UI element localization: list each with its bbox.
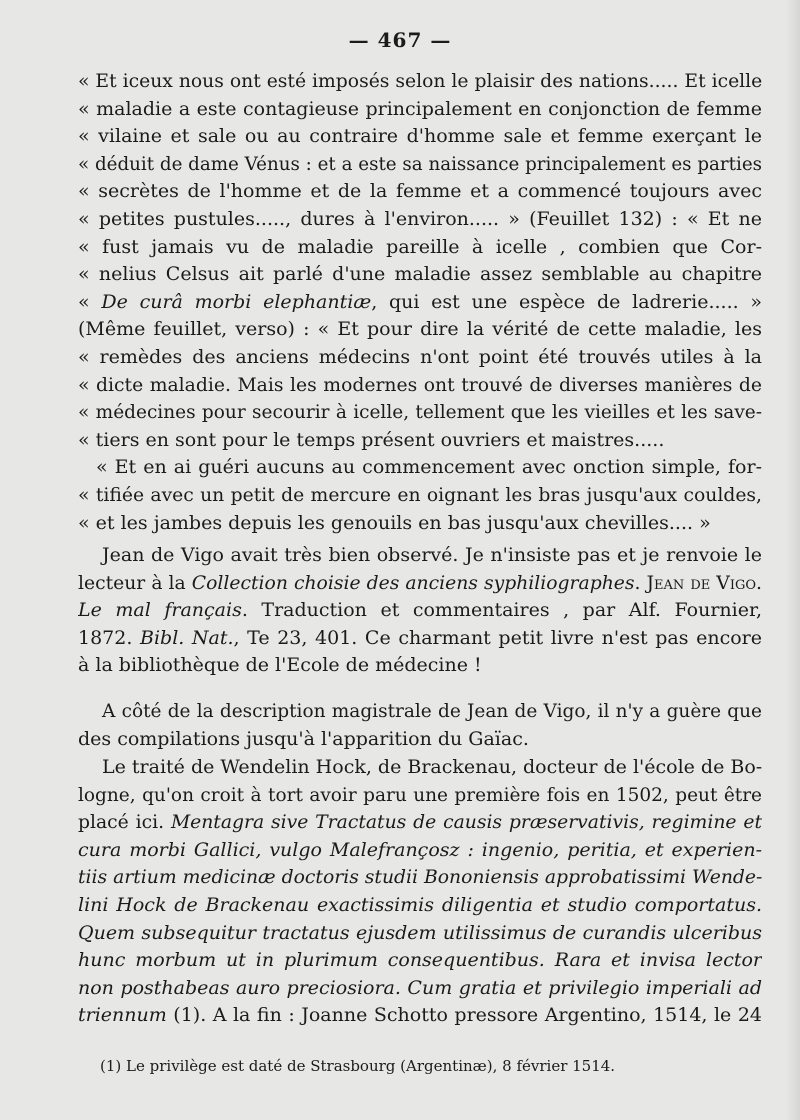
text-line: « et les jambes depuis les genouils en bas jusqu'aux chevilles.... » xyxy=(78,511,711,534)
text-line: des compilations jusqu'à l'apparition du Gaïac. xyxy=(78,727,529,750)
text-line: cura morbi Gallici, vulgo Malefrançosz : ingenio, peritia, et experien- xyxy=(78,838,762,861)
paragraph-wendelin-hock xyxy=(78,754,762,1030)
text-line: tiis artium medicinæ doctoris studii Bononiensis approbatissimi Wende- xyxy=(78,867,762,889)
text-line: « remèdes des anciens médecins n'ont point été trouvés utiles à la xyxy=(78,345,762,368)
text-line: « De curâ morbi elephantiæ, qui est une espèce de ladrerie..... » xyxy=(78,290,762,313)
page-number: — 467 — xyxy=(348,28,452,52)
text-line: logne, qu'on croit à tort avoir paru une première fois en 1502, peut être xyxy=(78,784,762,806)
text-line: « tiers en sont pour le temps présent ouvriers et maistres..... xyxy=(78,428,665,451)
paragraph-jean-de-vigo xyxy=(78,542,762,680)
text-line: (Même feuillet, verso) : « Et pour dire la vérité de cette maladie, les xyxy=(78,318,762,341)
text-line: lecteur à la Collection choisie des anciens syphiliographes. Jean de Vigo. xyxy=(78,572,762,594)
page-edge-shadow xyxy=(786,0,800,1120)
text-line: « tifiée avec un petit de mercure en oignant les bras jusqu'aux couldes, xyxy=(78,484,762,506)
text-line: « Et iceux nous ont esté imposés selon le plaisir des nations..... Et icelle xyxy=(78,71,762,92)
text-line: A côté de la description magistrale de Jean de Vigo, il n'y a guère que xyxy=(102,701,762,722)
text-line: « secrètes de l'homme et de la femme et a commencé toujours avec xyxy=(78,180,762,203)
text-line: triennum (1). A la fin : Joanne Schotto pressore Argentino, 1514, le 24 xyxy=(78,1004,762,1027)
text-line: « fust jamais vu de maladie pareille à icelle , combien que Cor- xyxy=(78,235,762,258)
text-line: Le traité de Wendelin Hock, de Brackenau, docteur de l'école de Bo- xyxy=(102,756,762,778)
text-line: Jean de Vigo avait très bien observé. Je n'insiste pas et je renvoie le xyxy=(102,544,762,566)
paragraph-description-magistrale xyxy=(78,698,762,753)
text-line: non posthabeas auro preciosiora. Cum gratia et privilegio imperiali ad xyxy=(78,976,762,999)
quoted-passage xyxy=(78,68,762,537)
text-line: « dicte maladie. Mais les modernes ont trouvé de diverses manières de xyxy=(78,374,762,396)
text-line: à la bibliothèque de l'Ecole de médecine ! xyxy=(78,654,482,677)
text-line: « petites pustules....., dures à l'environ..... » (Feuillet 132) : « Et ne xyxy=(78,207,762,230)
text-line: « maladie a este contagieuse principalement en conjonction de femme xyxy=(78,97,762,120)
text-line: « médecines pour secourir à icelle, tellement que les vieilles et les save- xyxy=(78,402,762,424)
text-line: Le mal français. Traduction et commentaires , par Alf. Fournier, xyxy=(78,599,762,622)
footnote: (1) Le privilège est daté de Strasbourg (Argentinæ), 8 février 1514. xyxy=(100,1057,616,1075)
text-line: hunc morbum ut in plurimum consequentibus. Rara et invisa lector xyxy=(78,949,762,972)
text-line: Quem subsequitur tractatus ejusdem utilissimus de curandis ulceribus xyxy=(78,921,762,944)
text-line: placé ici. Mentagra sive Tractatus de causis præservativis, regimine et xyxy=(78,812,762,834)
text-line: lini Hock de Brackenau exactissimis diligentia et studio comportatus. xyxy=(78,893,762,916)
text-line: « Et en ai guéri aucuns au commencement avec onction simple, for- xyxy=(96,456,762,479)
text-line: « vilaine et sale ou au contraire d'homme sale et femme exerçant le xyxy=(78,125,762,148)
text-line: « déduit de dame Vénus : et a este sa naissance principalement es parties xyxy=(78,153,762,175)
text-line: « nelius Celsus ait parlé d'une maladie assez semblable au chapitre xyxy=(78,263,762,286)
text-line: 1872. Bibl. Nat., Te 23, 401. Ce charmant petit livre n'est pas encore xyxy=(78,626,762,649)
